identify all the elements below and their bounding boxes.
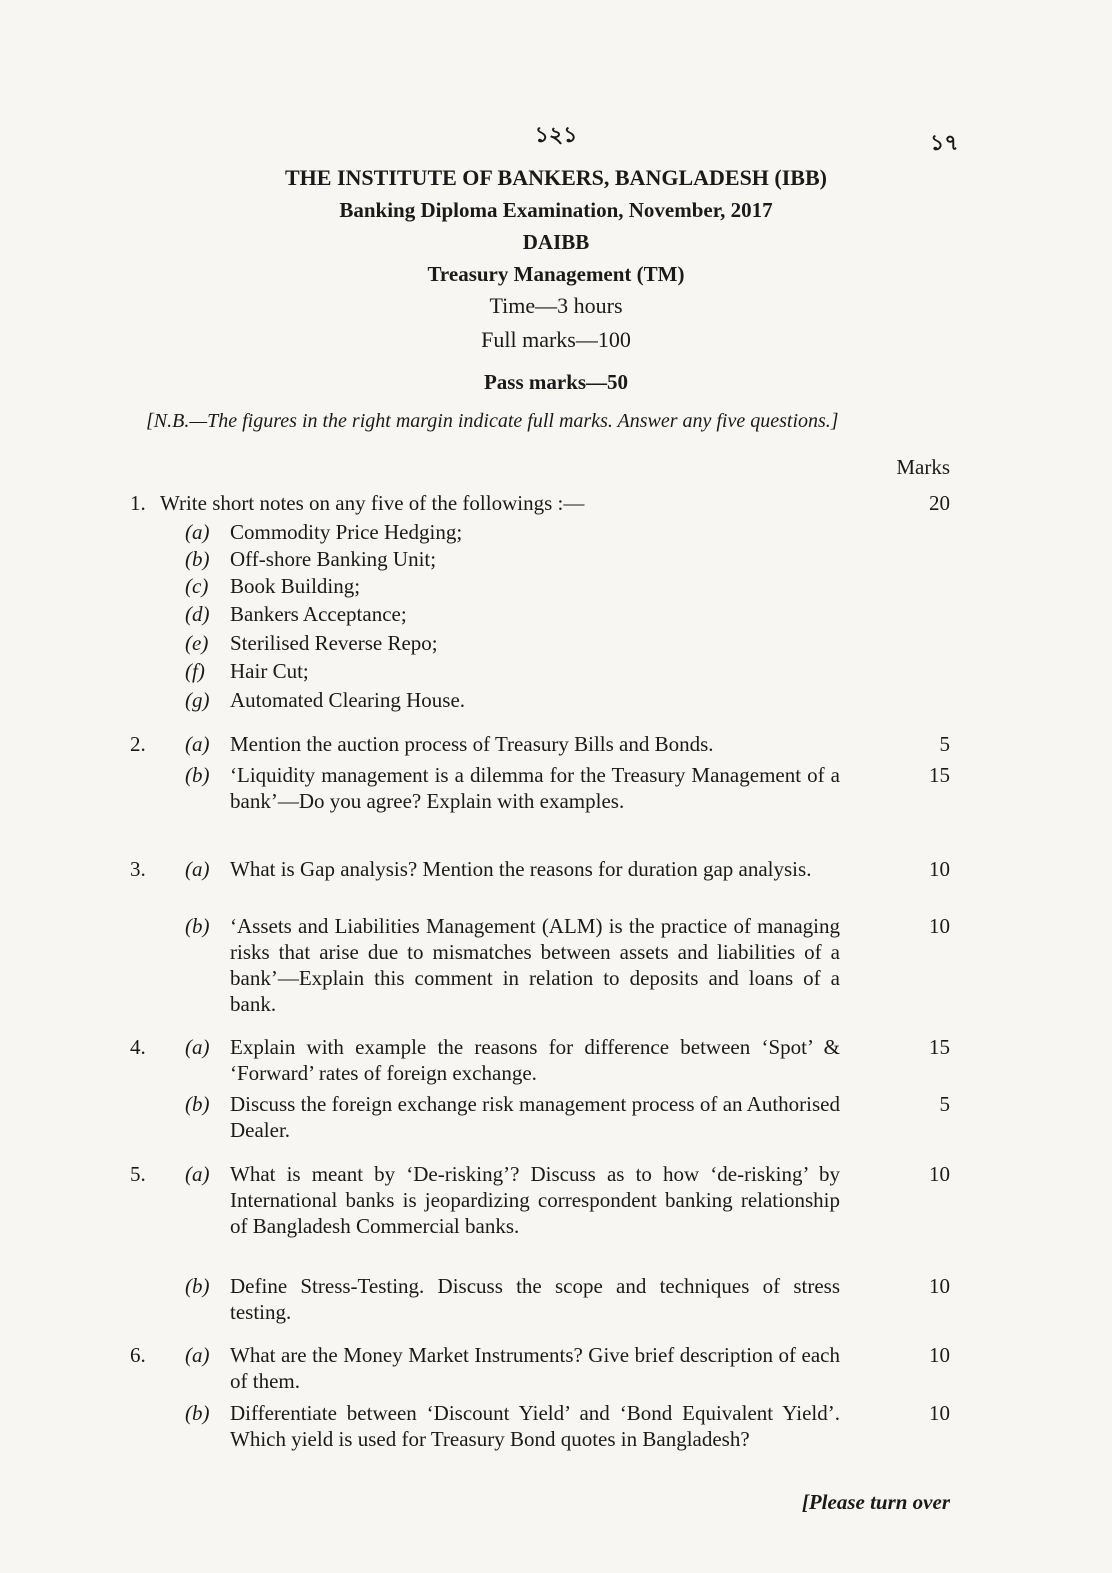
sub-label: (b) [185, 1092, 210, 1116]
exam-level: DAIBB [522, 230, 590, 254]
question-marks: 20 [929, 491, 950, 515]
sub-label: (a) [185, 1162, 210, 1186]
question-number: 3. [130, 857, 146, 881]
item-label: (d) [185, 602, 210, 626]
sub-label: (b) [185, 1274, 210, 1298]
page-number-right: ১৭ [930, 130, 959, 155]
item-text: Automated Clearing House. [230, 688, 466, 712]
question-marks: 10 [929, 1343, 950, 1367]
question-marks: 5 [939, 732, 950, 756]
item-text: Commodity Price Hedging; [230, 520, 463, 544]
question-3 [130, 856, 960, 1016]
exam-time: Time—3 hours [489, 293, 623, 318]
item-text: Off-shore Banking Unit; [230, 547, 437, 571]
exam-header [0, 162, 1112, 402]
please-turn-over: [Please turn over [801, 1490, 950, 1514]
question-marks: 10 [929, 1274, 950, 1298]
question-2 [130, 731, 960, 841]
item-label: (c) [185, 574, 209, 598]
sub-text: ‘Liquidity management is a dilemma for the Treasury Management of a bank’—Do you agree? Explain with examples. [230, 763, 840, 813]
question-marks: 10 [929, 914, 950, 938]
item-label: (g) [185, 688, 210, 712]
item-text: Sterilised Reverse Repo; [230, 631, 438, 655]
sub-label: (b) [185, 1401, 210, 1425]
question-marks: 10 [929, 1401, 950, 1425]
marks-heading: Marks [896, 455, 950, 479]
institute-title: THE INSTITUTE OF BANKERS, BANGLADESH (IBB) [285, 165, 827, 190]
subject-title: Treasury Management (TM) [427, 262, 685, 286]
question-5 [130, 1161, 960, 1331]
sub-text: Define Stress-Testing. Discuss the scope and techniques of stress testing. [230, 1274, 840, 1324]
item-label: (b) [185, 547, 210, 571]
sub-label: (a) [185, 1035, 210, 1059]
sub-label: (a) [185, 732, 210, 756]
item-text: Book Building; [230, 574, 361, 598]
question-marks: 10 [929, 857, 950, 881]
sub-text: Mention the auction process of Treasury Bills and Bonds. [230, 732, 714, 756]
question-1 [130, 490, 960, 720]
question-marks: 15 [929, 763, 950, 787]
instructions-note: [N.B.—The figures in the right margin indicate full marks. Answer any five questions.] [146, 410, 839, 432]
question-6 [130, 1342, 960, 1482]
sub-text: What is Gap analysis? Mention the reasons for duration gap analysis. [230, 857, 812, 881]
question-marks: 5 [939, 1092, 950, 1116]
sub-text: Discuss the foreign exchange risk management process of an Authorised Dealer. [230, 1092, 840, 1142]
sub-text: ‘Assets and Liabilities Management (ALM) is the practice of managing risks that arise due to mismatches between assets and liabilities of a bank’—Explain this comment in relation to deposits and loans of a bank. [230, 914, 840, 1016]
page-number-center: ১২১ [534, 122, 578, 147]
sub-text: What is meant by ‘De-risking’? Discuss as to how ‘de-risking’ by International banks is jeopardizing correspondent banking relationship of Bangladesh Commercial banks. [230, 1162, 840, 1238]
pass-marks: Pass marks—50 [483, 370, 629, 394]
item-label: (a) [185, 520, 210, 544]
sub-label: (a) [185, 857, 210, 881]
full-marks: Full marks—100 [481, 327, 631, 352]
question-marks: 15 [929, 1035, 950, 1059]
sub-label: (b) [185, 763, 210, 787]
exam-title: Banking Diploma Examination, November, 2017 [339, 198, 773, 222]
sub-label: (a) [185, 1343, 210, 1367]
question-4 [130, 1034, 960, 1144]
question-text: Write short notes on any five of the followings :— [160, 491, 585, 515]
question-number: 5. [130, 1162, 146, 1186]
sub-text: Differentiate between ‘Discount Yield’ and ‘Bond Equivalent Yield’. Which yield is used for Treasury Bond quotes in Bangladesh? [230, 1401, 840, 1451]
question-number: 4. [130, 1035, 146, 1059]
question-number: 2. [130, 732, 146, 756]
sub-text: Explain with example the reasons for difference between ‘Spot’ & ‘Forward’ rates of foreign exchange. [230, 1035, 840, 1085]
question-number: 6. [130, 1343, 146, 1367]
question-number: 1. [130, 491, 146, 515]
item-label: (e) [185, 631, 209, 655]
sub-text: What are the Money Market Instruments? Give brief description of each of them. [230, 1343, 840, 1393]
item-label: (f) [185, 659, 205, 683]
sub-label: (b) [185, 914, 210, 938]
item-text: Bankers Acceptance; [230, 602, 407, 626]
question-marks: 10 [929, 1162, 950, 1186]
item-text: Hair Cut; [230, 659, 309, 683]
